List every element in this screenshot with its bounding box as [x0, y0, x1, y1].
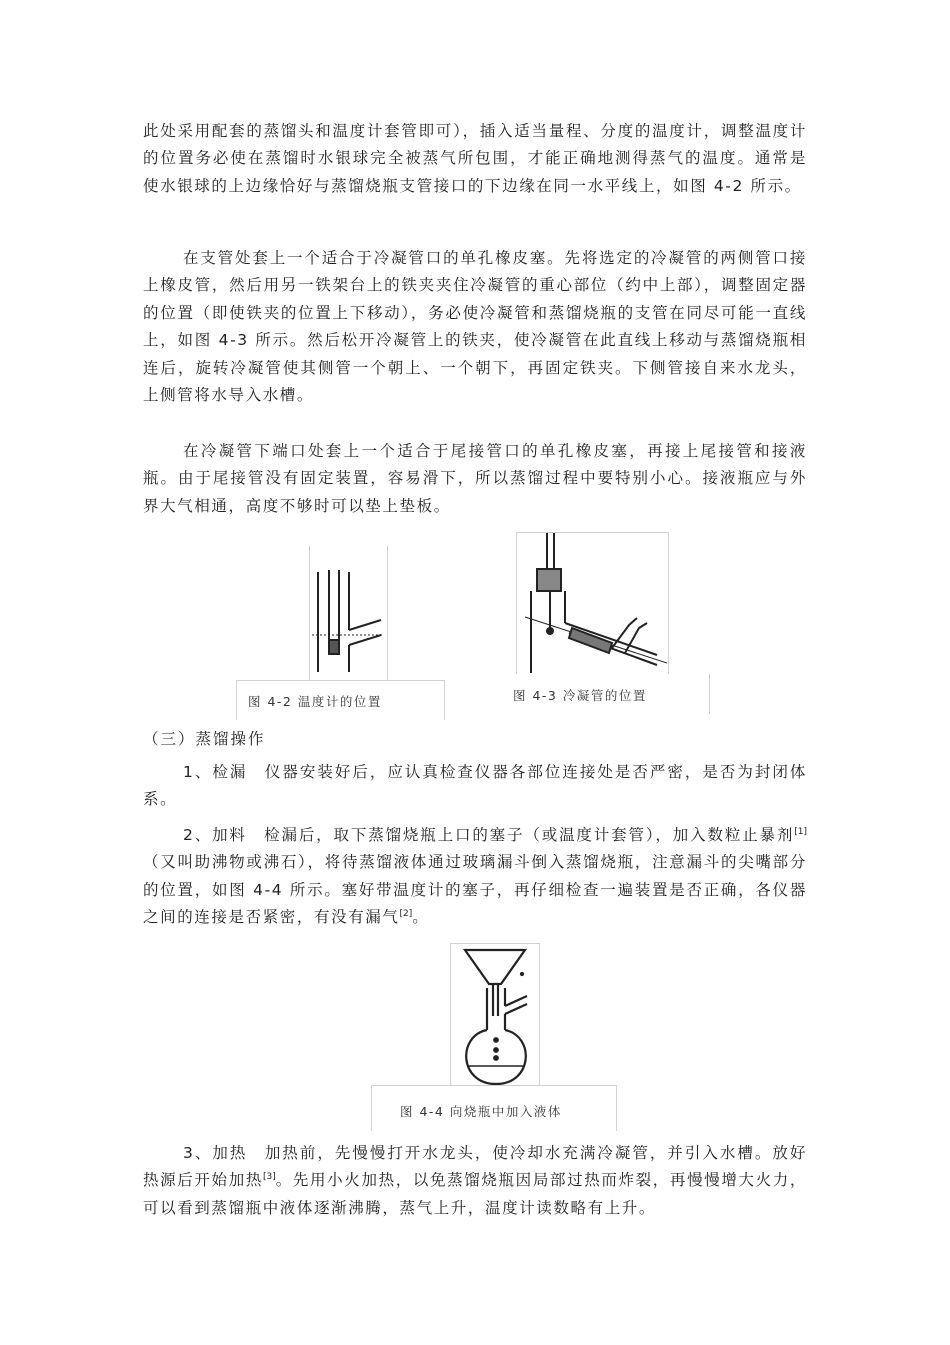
- footnote-ref-1[interactable]: [1]: [794, 827, 807, 837]
- figure-4-3-caption: 图 4-3 冷凝管的位置: [513, 688, 647, 703]
- paragraph-1: 此处采用配套的蒸馏头和温度计套管即可），插入适当量程、分度的温度计，调整温度计的位置务必使在蒸馏时水银球完全被蒸气所包围，才能正确地测得蒸气的温度。通常是使水银球的上边缘恰好与蒸馏烧瓶支管接口的下边缘在同一水平线上，如图 4-2 所示。: [143, 122, 807, 195]
- figure-4-2-caption: 图 4-2 温度计的位置: [248, 694, 382, 709]
- footnote-ref-2[interactable]: [2]: [399, 909, 413, 920]
- funnel-flask-diagram: [451, 944, 539, 1085]
- thermometer-position-diagram: [309, 560, 387, 680]
- step-3-heating: 3、加热 加热前，先慢慢打开水龙头，使冷却水充满冷凝管，并引入水槽。放好热源后开始加热[3]。先用小火加热，以免蒸馏烧瓶因局部过热而炸裂，再慢慢增大火力，可以看到蒸馏瓶中液体逐渐沸腾，蒸气上升，温度计读数略有上升。: [143, 1144, 807, 1217]
- step-2-charging: 2、加料 检漏后，取下蒸馏烧瓶上口的塞子（或温度计套管），加入数粒止暴剂[1]（又叫助沸物或沸石），将待蒸馏液体通过玻璃漏斗倒入蒸馏烧瓶，注意漏斗的尖嘴部分的位置，如图 4-4 所示。塞好带温度计的塞子，再仔细检查一遍装置是否正确，各仪器之间的连接是否紧密，有没有漏气[2]。: [143, 826, 807, 927]
- paragraph-2: 在支管处套上一个适合于冷凝管口的单孔橡皮塞。先将选定的冷凝管的两侧管口接上橡皮管，然后用另一铁架台上的铁夹夹住冷凝管的重心部位（约中上部），调整固定器的位置（即使铁夹的位置上下移动），务必使冷凝管和蒸馏烧瓶的支管在同尽可能一直线上，如图 4-3 所示。然后松开冷凝管上的铁夹，使冷凝管在此直线上移动与蒸馏烧瓶相连后，旋转冷凝管使其侧管一个朝上、一个朝下，再固定铁夹。下侧管接自来水龙头，上侧管将水导入水槽。: [143, 249, 807, 405]
- step-1-leak-check: 1、检漏 仪器安装好后，应认真检查仪器各部位连接处是否严密，是否为封闭体系。: [143, 763, 807, 809]
- figure-4-4-caption: 图 4-4 向烧瓶中加入液体: [400, 1104, 562, 1119]
- footnote-ref-3[interactable]: [3]: [262, 1172, 276, 1183]
- condenser-position-diagram: [517, 533, 667, 673]
- paragraph-3: 在冷凝管下端口处套上一个适合于尾接管口的单孔橡皮塞，再接上尾接管和接液瓶。由于尾接管没有固定装置，容易滑下，所以蒸馏过程中要特别小心。接液瓶应与外界大气相通，高度不够时可以垫上垫板。: [143, 442, 807, 515]
- section-heading: （三）蒸馏操作: [143, 730, 266, 748]
